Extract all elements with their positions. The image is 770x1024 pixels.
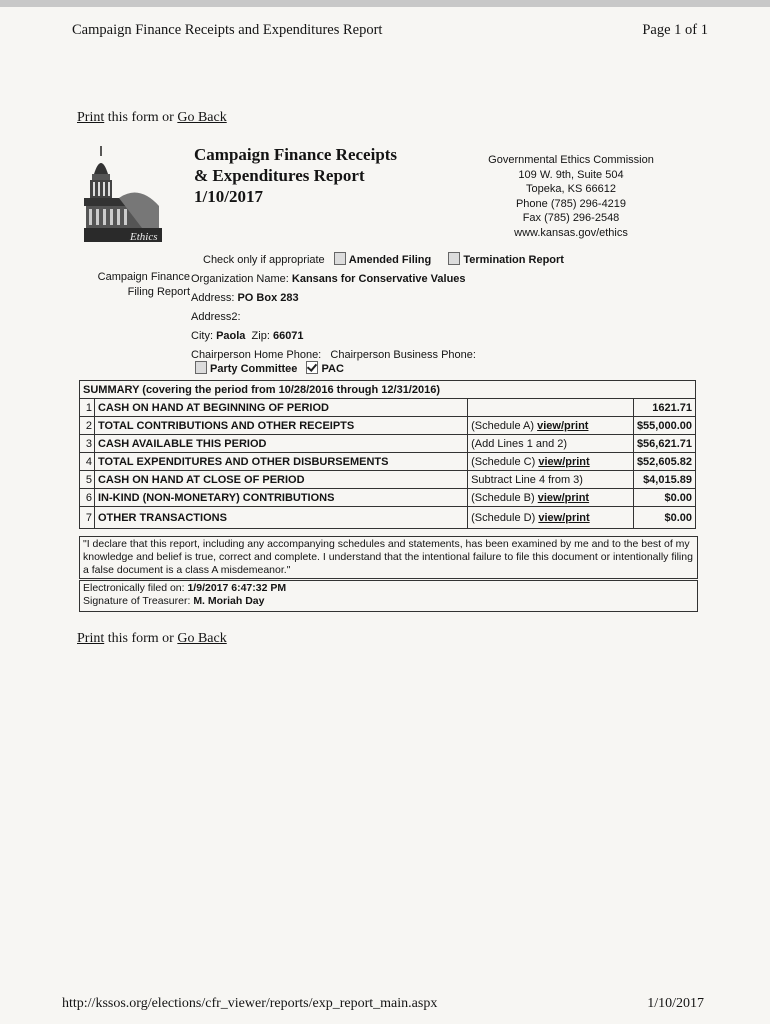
summary-schedule-cell	[468, 435, 634, 453]
org-city-line	[191, 327, 476, 346]
summary-heading-row	[80, 381, 696, 399]
party-committee-checkbox[interactable]	[195, 361, 207, 374]
go-back-link-bottom[interactable]: Go Back	[177, 631, 227, 646]
commission-website: www.kansas.gov/ethics	[514, 226, 628, 239]
org-name-label: Organization Name:	[191, 273, 292, 285]
summary-amount: $0.00	[633, 489, 695, 507]
report-title-line1: Campaign Finance Receipts	[194, 145, 398, 164]
nav-middle-text-bottom: this form or	[104, 631, 178, 646]
schedule-text: (Schedule D)	[471, 511, 539, 524]
summary-amount: $4,015.89	[633, 471, 695, 489]
summary-line-label: TOTAL EXPENDITURES AND OTHER DISBURSEMENTS	[94, 453, 467, 471]
print-link-bottom[interactable]: Print	[77, 631, 105, 646]
summary-row	[80, 399, 696, 417]
summary-row	[80, 417, 696, 435]
summary-amount: 1621.71	[633, 399, 695, 417]
scan-edge	[0, 0, 770, 7]
report-title-line2: & Expenditures Report	[194, 166, 365, 185]
summary-amount: $0.00	[633, 507, 695, 529]
report-title-block	[194, 144, 397, 207]
summary-schedule-cell	[468, 507, 634, 529]
report-date: 1/10/2017	[194, 187, 263, 206]
nav-links-top	[77, 110, 227, 126]
summary-schedule-cell	[468, 399, 634, 417]
org-zip-value: 66071	[272, 330, 304, 342]
summary-line-label: OTHER TRANSACTIONS	[94, 507, 467, 529]
filing-signature-box	[79, 580, 698, 612]
summary-heading: SUMMARY (covering the period from 10/28/2016 through 12/31/2016)	[80, 381, 696, 399]
termination-report-checkbox[interactable]	[448, 252, 460, 265]
summary-line-label: CASH AVAILABLE THIS PERIOD	[94, 435, 467, 453]
summary-row	[80, 471, 696, 489]
campaign-finance-filing-label	[90, 270, 190, 299]
filed-on-label: Electronically filed on:	[83, 582, 188, 594]
summary-amount: $55,000.00	[633, 417, 695, 435]
left-label-line2: Filing Report	[127, 285, 190, 298]
org-city-label: City:	[191, 330, 217, 342]
summary-amount: $56,621.71	[633, 435, 695, 453]
nav-middle-text: this form or	[104, 110, 178, 125]
org-address-label: Address:	[191, 292, 238, 304]
summary-schedule-cell	[468, 489, 634, 507]
org-zip-label: Zip:	[251, 330, 273, 342]
chair-business-phone-label: Chairperson Business Phone:	[330, 349, 476, 361]
schedule-view-print-link[interactable]: view/print	[537, 419, 589, 432]
capitol-ethics-logo	[84, 144, 164, 244]
schedule-view-print-link[interactable]: view/print	[538, 455, 590, 468]
org-address2-line: Address2:	[191, 311, 241, 323]
schedule-text: Subtract Line 4 from 3)	[471, 473, 583, 486]
org-address-value: PO Box 283	[237, 292, 299, 304]
organization-info	[191, 270, 476, 365]
summary-schedule-cell	[468, 417, 634, 435]
summary-line-label: IN-KIND (NON-MONETARY) CONTRIBUTIONS	[94, 489, 467, 507]
treasurer-signature-label: Signature of Treasurer:	[83, 595, 194, 607]
pac-checkbox[interactable]	[306, 361, 318, 374]
summary-schedule-cell	[468, 471, 634, 489]
schedule-view-print-link[interactable]: view/print	[537, 491, 590, 504]
summary-line-number: 7	[80, 507, 95, 529]
org-name-value: Kansans for Conservative Values	[291, 273, 466, 285]
summary-amount: $52,605.82	[633, 453, 695, 471]
schedule-view-print-link[interactable]: view/print	[538, 511, 590, 524]
commission-fax: Fax (785) 296-2548	[522, 212, 620, 224]
commission-street: 109 W. 9th, Suite 504	[518, 168, 624, 181]
treasurer-signature-line	[83, 595, 694, 608]
committee-type-row	[195, 361, 344, 375]
print-header-title: Campaign Finance Receipts and Expenditures Report	[72, 22, 383, 38]
summary-line-label: CASH ON HAND AT CLOSE OF PERIOD	[94, 471, 467, 489]
summary-line-number: 1	[80, 399, 95, 417]
org-address-line	[191, 289, 476, 308]
summary-row	[80, 507, 696, 529]
summary-line-label: TOTAL CONTRIBUTIONS AND OTHER RECEIPTS	[94, 417, 467, 435]
summary-line-number: 6	[80, 489, 95, 507]
commission-name: Governmental Ethics Commission	[488, 154, 654, 166]
summary-line-number: 2	[80, 417, 95, 435]
schedule-text: (Add Lines 1 and 2)	[471, 437, 568, 450]
filing-type-prompt: Check only if appropriate	[203, 254, 325, 266]
schedule-text: (Schedule A)	[471, 419, 538, 432]
pac-label: PAC	[321, 363, 344, 375]
print-footer-url: http://kssos.org/elections/cfr_viewer/reports/exp_report_main.aspx	[62, 996, 438, 1011]
termination-report-label: Termination Report	[463, 254, 564, 266]
org-city-value: Paola	[216, 330, 246, 342]
declaration-statement: "I declare that this report, including any accompanying schedules and statements, has been examined by me and to the best of my knowledge and belief is true, correct and complete. I understand that the intentional failure to file this document or intentionally filing a false document is a class A misdemeanor."	[79, 536, 698, 579]
summary-row	[80, 453, 696, 471]
summary-schedule-cell	[468, 453, 634, 471]
summary-line-number: 3	[80, 435, 95, 453]
commission-address	[456, 153, 686, 240]
chair-home-phone-label: Chairperson Home Phone:	[191, 349, 322, 361]
amended-filing-checkbox[interactable]	[334, 252, 346, 265]
filed-on-value: 1/9/2017 6:47:32 PM	[187, 582, 287, 594]
schedule-text: (Schedule B)	[471, 491, 538, 504]
summary-line-number: 4	[80, 453, 95, 471]
filed-on-line	[83, 582, 694, 595]
summary-line-label: CASH ON HAND AT BEGINNING OF PERIOD	[94, 399, 467, 417]
print-link[interactable]: Print	[77, 110, 105, 125]
logo-wordmark: Ethics	[130, 231, 158, 243]
commission-phone: Phone (785) 296-4219	[515, 197, 627, 210]
summary-row	[80, 435, 696, 453]
amended-filing-label: Amended Filing	[348, 254, 432, 266]
party-committee-label: Party Committee	[210, 363, 298, 375]
org-name-line	[191, 270, 476, 289]
filing-type-row	[203, 252, 564, 266]
commission-city: Topeka, KS 66612	[526, 183, 616, 195]
summary-table	[79, 380, 696, 529]
summary-line-number: 5	[80, 471, 95, 489]
schedule-text: (Schedule C)	[471, 455, 539, 468]
summary-row	[80, 489, 696, 507]
left-label-line1: Campaign Finance	[97, 271, 190, 283]
print-header-page: Page 1 of 1	[642, 22, 708, 38]
print-footer-date: 1/10/2017	[647, 996, 704, 1011]
nav-links-bottom	[77, 631, 227, 647]
treasurer-signature-value: M. Moriah Day	[193, 595, 265, 607]
go-back-link[interactable]: Go Back	[177, 110, 227, 125]
